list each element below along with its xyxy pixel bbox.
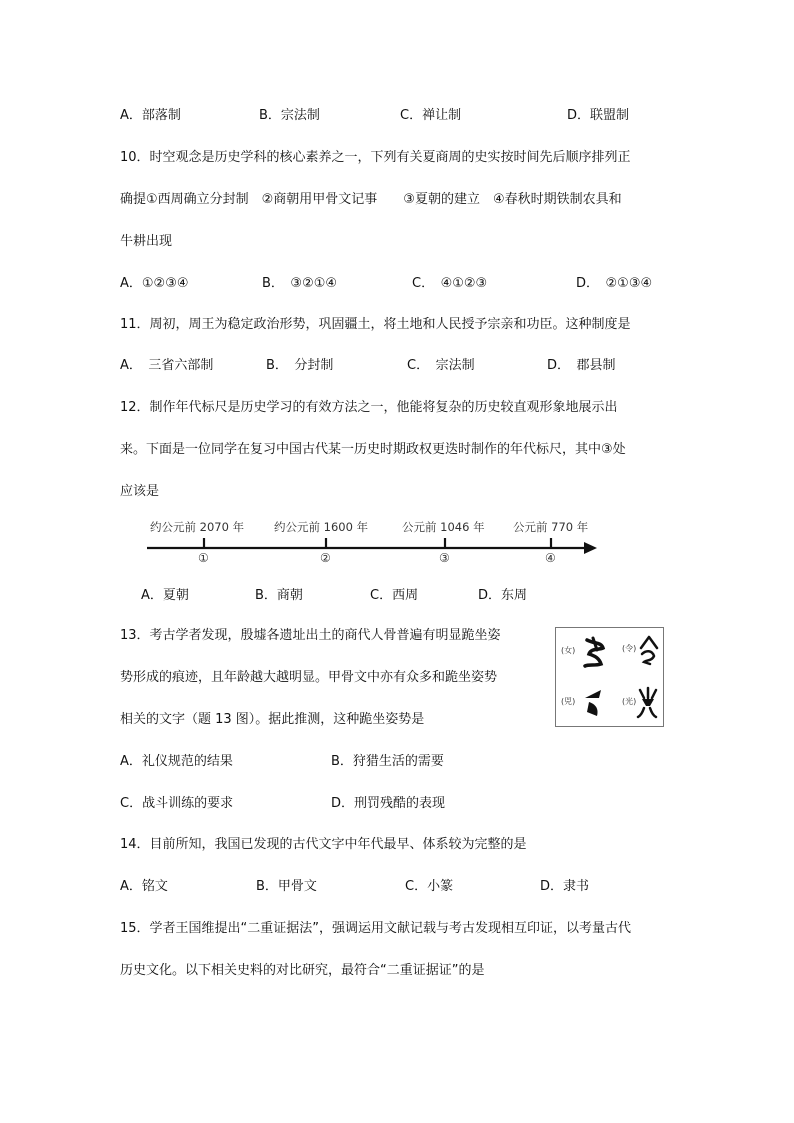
q9-option-c: C．禅让制 — [400, 108, 462, 123]
timeline-mark-1: ① — [198, 551, 209, 565]
timeline-label-2: 约公元前 1600 年 — [274, 520, 369, 534]
q9-option-d: D．联盟制 — [567, 108, 630, 123]
oracle-glyph-ling-icon — [638, 634, 660, 666]
q12-stem-line3: 应该是 — [120, 484, 160, 499]
q11-option-a: A． 三省六部制 — [120, 358, 214, 373]
timeline-label-3: 公元前 1046 年 — [402, 520, 485, 534]
q14-option-c: C．小篆 — [405, 879, 454, 894]
q10-stem-line2: 确提①西周确立分封制 ②商朝用甲骨文记事 ③夏朝的建立 ④春秋时期铁制农具和 — [120, 192, 622, 207]
q10-stem-line3: 牛耕出现 — [120, 234, 173, 249]
timeline-axis — [140, 530, 602, 558]
q13-stem-line1: 13．考古学者发现，殷墟各遗址出土的商代人骨普遍有明显跪坐姿 — [120, 628, 501, 643]
glyph-label-si: (兕) — [561, 697, 576, 706]
glyph-label-guang: (光) — [622, 697, 637, 706]
q13-option-b: B．狩猎生活的需要 — [331, 754, 444, 769]
oracle-bone-figure — [555, 627, 664, 727]
q14-option-b: B．甲骨文 — [256, 879, 317, 894]
q9-option-a: A．部落制 — [120, 108, 181, 123]
q11-option-c: C． 宗法制 — [407, 358, 475, 373]
q13-stem-line2: 势形成的痕迹，且年龄越大越明显。甲骨文中亦有众多和跪坐姿势 — [120, 670, 498, 685]
q13-option-d: D．刑罚残酷的表现 — [331, 796, 446, 811]
timeline-mark-2: ② — [320, 551, 331, 565]
q11-stem: 11．周初，周王为稳定政治形势，巩固疆土，将土地和人民授予宗亲和功臣。这种制度是 — [120, 317, 631, 332]
q12-stem-line1: 12．制作年代标尺是历史学习的有效方法之一，他能将复杂的历史较直观形象地展示出 — [120, 400, 618, 415]
q15-stem-line1: 15．学者王国维提出“二重证据法”，强调运用文献记载与考古发现相互印证，以考量古代 — [120, 921, 632, 936]
timeline-label-1: 约公元前 2070 年 — [150, 520, 245, 534]
q14-option-d: D．隶书 — [540, 879, 590, 894]
oracle-glyph-si-icon — [581, 684, 607, 720]
glyph-label-nv: (女) — [561, 646, 576, 655]
q11-option-b: B． 分封制 — [266, 358, 334, 373]
timeline-mark-4: ④ — [545, 551, 556, 565]
q10-stem-line1: 10．时空观念是历史学科的核心素养之一，下列有关夏商周的史实按时间先后顺序排列正 — [120, 150, 631, 165]
timeline-mark-3: ③ — [439, 551, 450, 565]
oracle-glyph-nv-icon — [581, 634, 607, 670]
q10-option-d: D． ②①③④ — [576, 276, 653, 291]
q12-option-c: C．西周 — [370, 588, 419, 603]
q10-option-b: B． ③②①④ — [262, 276, 338, 291]
q12-option-a: A．夏朝 — [141, 588, 189, 603]
q15-stem-line2: 历史文化。以下相关史料的对比研究，最符合“二重证据证”的是 — [120, 963, 485, 978]
q14-option-a: A．铭文 — [120, 879, 168, 894]
q13-option-a: A．礼仪规范的结果 — [120, 754, 233, 769]
q11-option-d: D． 郡县制 — [547, 358, 616, 373]
q14-stem: 14．目前所知，我国已发现的古代文字中年代最早、体系较为完整的是 — [120, 837, 527, 852]
q12-option-b: B．商朝 — [255, 588, 303, 603]
q10-option-a: A．①②③④ — [120, 276, 189, 291]
q12-stem-line2: 来。下面是一位同学在复习中国古代某一历史时期政权更迭时制作的年代标尺，其中③处 — [120, 442, 626, 457]
q13-stem-line3: 相关的文字（题 13 图）。据此推测，这种跪坐姿势是 — [120, 712, 425, 727]
oracle-glyph-guang-icon — [636, 686, 660, 720]
glyph-label-ling: (令) — [622, 644, 637, 653]
q12-option-d: D．东周 — [478, 588, 528, 603]
q9-option-b: B．宗法制 — [259, 108, 320, 123]
q10-option-c: C． ④①②③ — [412, 276, 488, 291]
q13-option-c: C．战斗训练的要求 — [120, 796, 234, 811]
timeline-label-4: 公元前 770 年 — [513, 520, 589, 534]
